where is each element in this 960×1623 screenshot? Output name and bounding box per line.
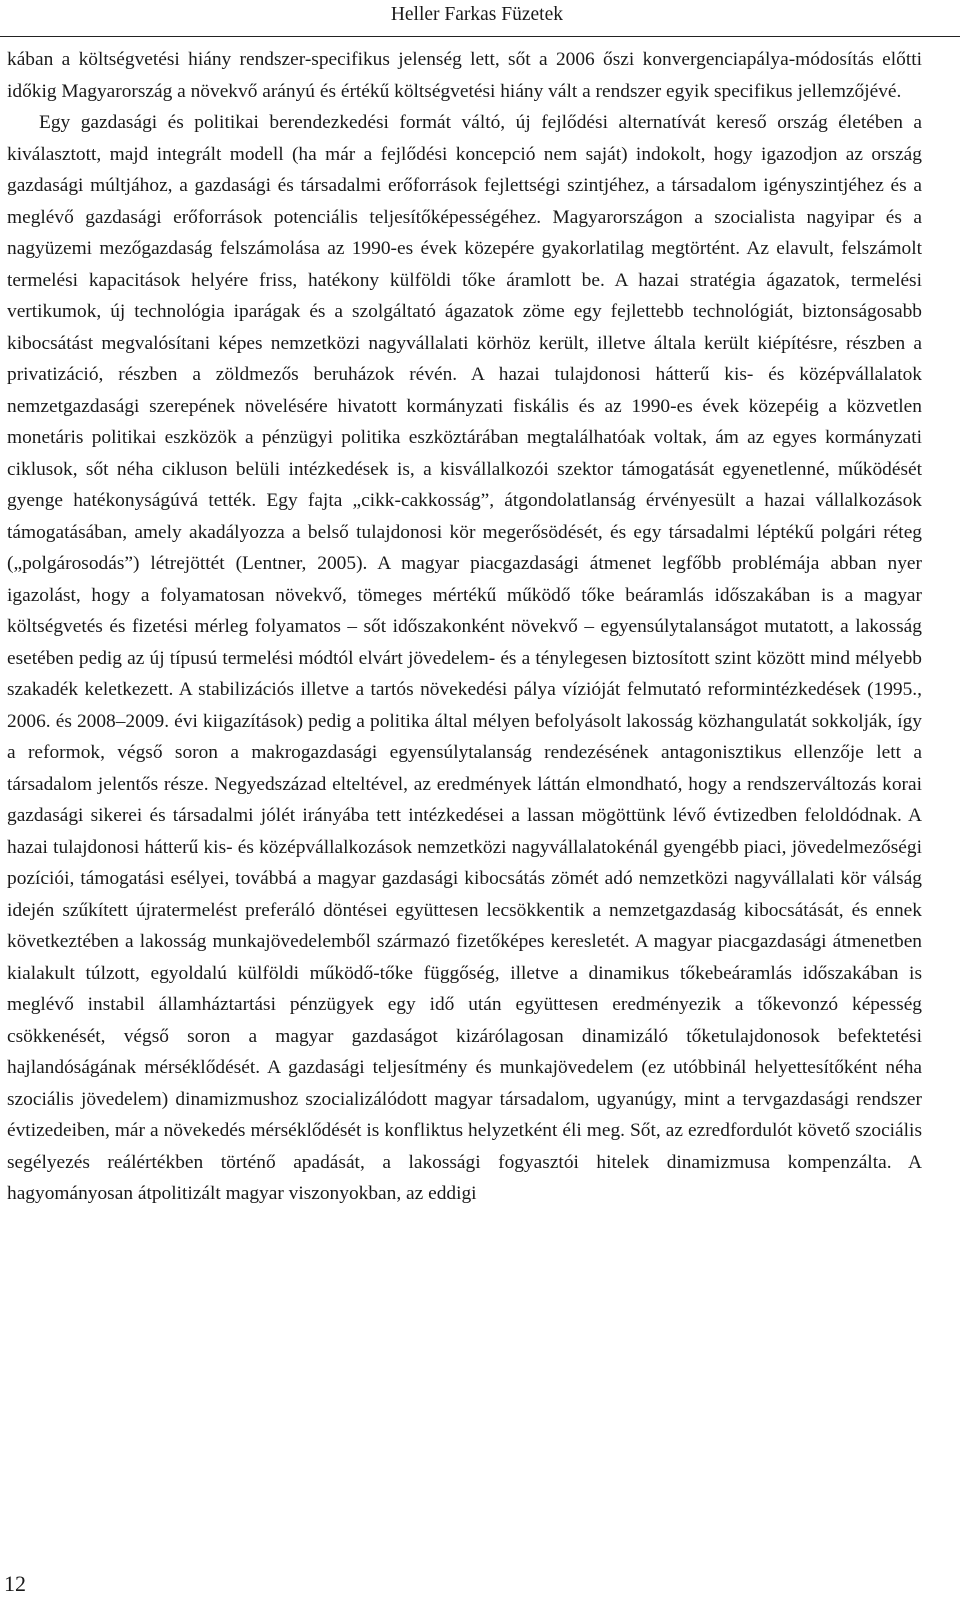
body-text	[7, 44, 922, 1210]
page-number: 12	[4, 1571, 26, 1596]
paragraph-continued: kában a költségvetési hiány rendszer-specifikus jelenség lett, sőt a 2006 őszi konvergenciapálya-módosítás előtti időkig Magyarország a növekvő arányú és értékű költségvetési hiány vált a rendszer egyik specifikus jellemzőjévé.	[7, 49, 922, 102]
running-header	[0, 0, 960, 37]
paragraph: Egy gazdasági és politikai berendezkedési formát váltó, új fejlődési alternatívát kereső ország életében a kiválasztott, majd integrált modell (ha már a fejlődési koncepció nem saját) indokolt, hogy igazodjon az ország gazdasági múltjához, a gazdasági és társadalmi erőforrások fejlettségi szintjéhez, a társadalom igényszintjéhez és a meglévő gazdasági erőforrások potenciális teljesítőképességéhez. Magyarországon a szocialista nagyipar és a nagyüzemi mezőgazdaság felszámolása az 1990-es évek közepére gyakorlatilag megtörtént. Az elavult, felszámolt termelési kapacitások helyére friss, hatékony külföldi tőke áramlott be. A hazai stratégia ágazatok, termelési vertikumok, új technológia iparágak és a szolgáltató ágazatok zöme egy fejlettebb technológiát, biztonságosabb kibocsátást megvalósítani képes nemzetközi nagyvállalati körhöz került, illetve általa került kiépítésre, részben a privatizáció, részben a zöldmezős beruházok révén. A hazai tulajdonosi hátterű kis- és középvállalatok nemzetgazdasági szerepének növelésére hivatott kormányzati fiskális és az 1990-es évek közepéig a közvetlen monetáris politikai eszközök a pénzügyi politika eszköztárában megtalálhatóak voltak, ám az egyes kormányzati ciklusok, sőt néha cikluson belüli intézkedések is, a kisvállalkozói szektor támogatását egyenetlenné, működését gyenge hatékonyságúvá tették. Egy fajta „cikk-cakkosság”, átgondolatlanság érvényesült a hazai vállalkozások támogatásában, amely akadályozza a belső tulajdonosi kör megerősödését, és egy társadalmi léptékű polgári réteg („polgárosodás”) létrejöttét (Lentner, 2005). A magyar piacgazdasági átmenet legfőbb problémája abban nyer igazolást, hogy a folyamatosan növekvő, tömeges mértékű működő tőke beáramlás időszakában is a magyar költségvetés és fizetési mérleg folyamatos – sőt időszakonként növekvő – egyensúlytalanságot mutatott, a lakosság esetében pedig az új típusú termelési módtól elvárt jövedelem- és a ténylegesen biztosított szint között mind mélyebb szakadék keletkezett. A stabilizációs illetve a tartós növekedési pálya vízióját felmutató reformintézkedések (1995., 2006. és 2008–2009. évi kiigazítások) pedig a politika által mélyen befolyásolt lakosság közhangulatát sokkolják, így a reformok, végső soron a makrogazdasági egyensúlytalanság rendezésének antagonisztikus ellenzője lett a társadalom jelentős része. Negyedszázad elteltével, az eredmények láttán elmondható, hogy a rendszerváltozás korai gazdasági sikerei és társadalmi jólét irányába tett intézkedései a lassan mögöttünk lévő évtizedben feloldódnak. A hazai tulajdonosi hátterű kis- és középvállalkozások nemzetközi nagyvállalatokénál gyengébb piaci, jövedelmezőségi pozíciói, támogatási esélyei, továbbá a magyar gazdasági kibocsátás zömét adó nemzetközi nagyvállalati kör válság idején szűkített újratermelést preferáló döntései együttesen lecsökkentik a nemzetgazdaság kibocsátását, és ennek következtében a lakosság munkajövedelemből származó fizetőképes keresletét. A magyar piacgazdasági átmenetben kialakult túlzott, egyoldalú külföldi működő-tőke függőség, illetve a dinamikus tőkebeáramlás időszakában is meglévő instabil államháztartási pénzügyek egy idő után együttesen eredményezik a tőkevonzó képesség csökkenését, végső soron a magyar gazdaságot kizárólagosan dinamizáló tőketulajdonosok befektetési hajlandóságának mérséklődését. A gazdasági teljesítmény és munkajövedelem (ez utóbbinál helyettesítőként néha szociális jövedelem) dinamizmushoz szocializálódott magyar társadalom, ugyanúgy, mint a tervgazdasági rendszer évtizedeiben, már a növekedés mérséklődését is konfliktus helyzetként éli meg. Sőt, az ezredfordulót követő szociális segélyezés reálértékben történő apadását, a lakossági fogyasztói hitelek dinamizmusa kompenzálta. A hagyományosan átpolitizált magyar viszonyokban, az eddigi	[7, 112, 922, 1204]
running-title: Heller Farkas Füzetek	[390, 4, 563, 25]
